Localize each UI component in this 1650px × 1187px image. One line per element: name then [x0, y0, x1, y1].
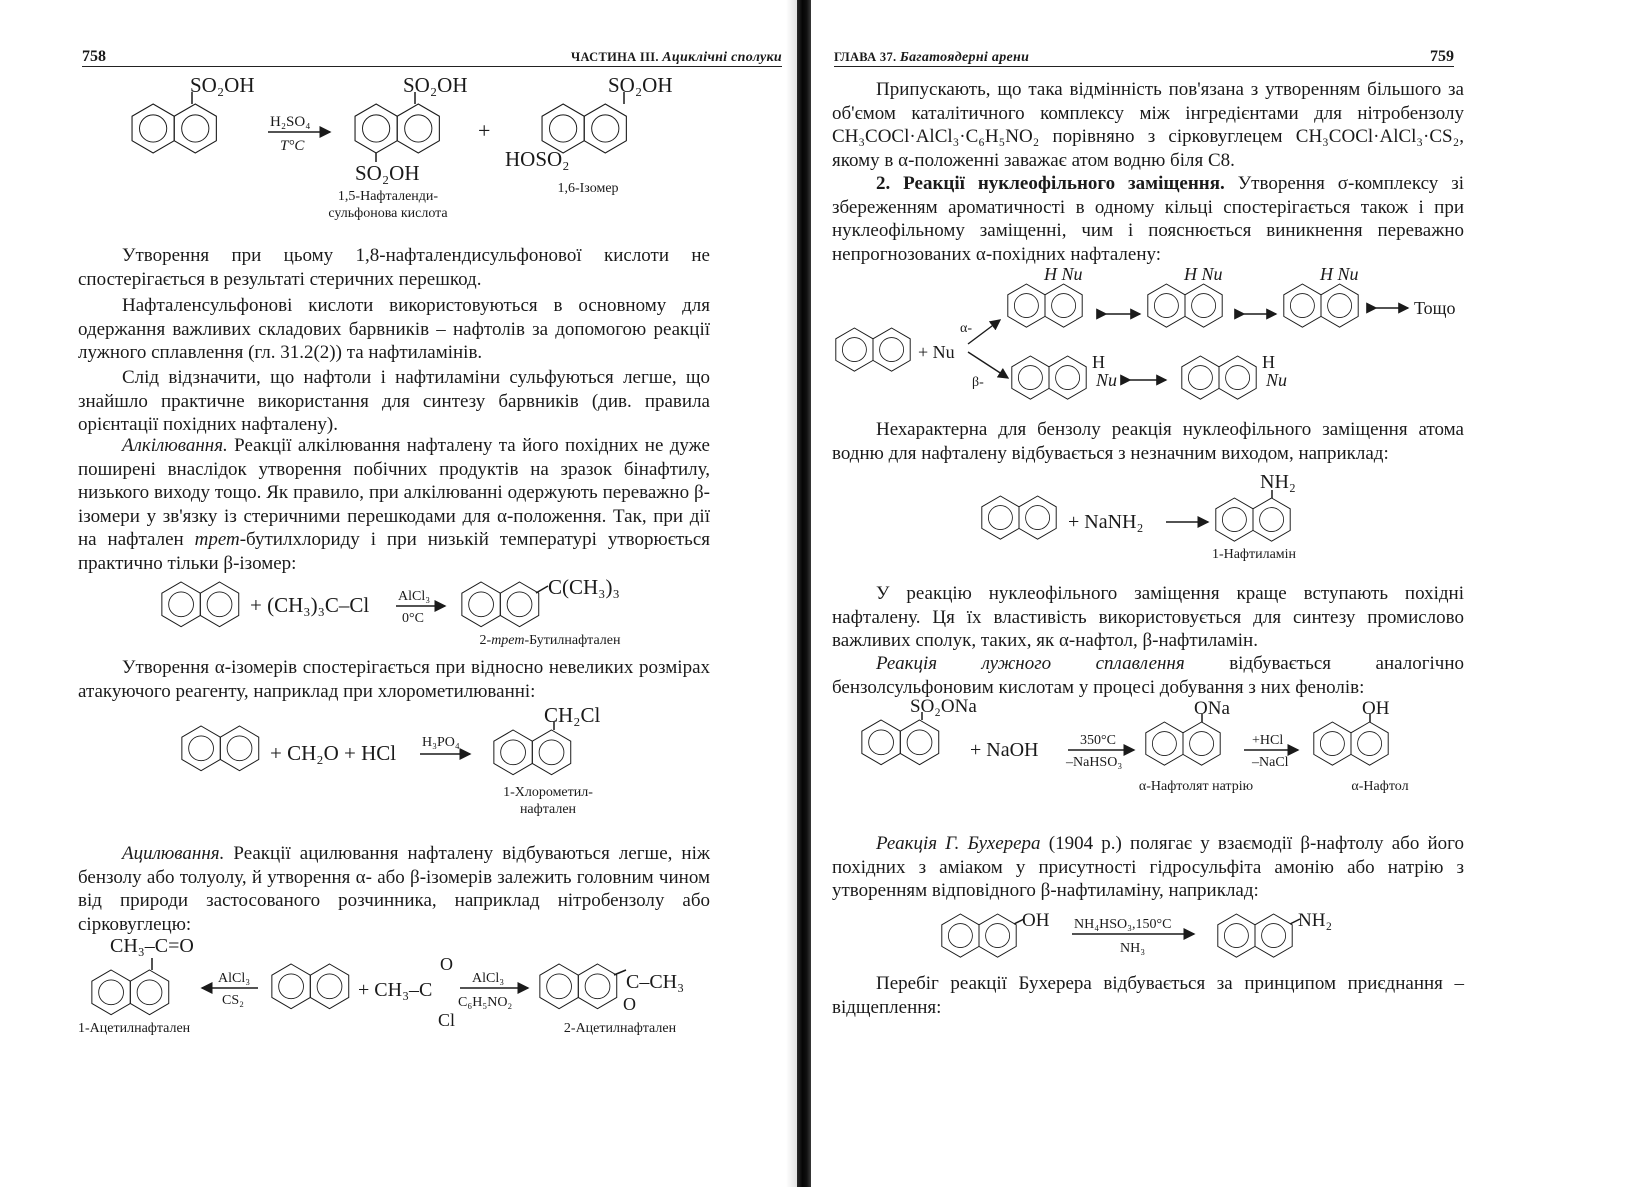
h-nu-1: H Nu: [1044, 264, 1083, 284]
plus-sign: +: [478, 118, 491, 143]
caption-1-6-isomer: 1,6-Ізомер: [557, 181, 619, 196]
h-nu-3: H Nu: [1320, 264, 1359, 284]
paragraph-alpha-isomers: Утворення α-ізомерів спостерігається при відносно невеликих розмірах атакуючого реагенту, наприклад при хлорометилюванні:: [78, 657, 710, 702]
caption-alpha-naphthol: α-Нафтол: [1351, 779, 1409, 794]
caption-2-acetylnaphthalene: 2-Ацетилнафтален: [563, 1021, 677, 1036]
nu-beta-2: Nu: [1266, 370, 1288, 390]
paragraph-alkylation: Алкілювання. Реакції алкілювання нафталену та його похідних не дуже поширені внаслідок утворення побічних продуктів на зразок бінафтилу, низького виходу тощо. Як правило, при алкілюванні одержують переважно β-ізомери у зв'язку із стеричними перешкодами для α-положення. Так, при дії на нафтален трет-бутилхлориду і при низькій температурі утворюється практично тільки β-ізомер:: [78, 435, 711, 574]
left-page: [0, 0, 805, 1187]
section-label: ЧАСТИНА ІІІ. Ациклічні сполуки: [570, 50, 782, 65]
group-nh2: NH₂: [1260, 471, 1296, 493]
h-beta-1: H: [1092, 352, 1105, 372]
paragraph-derivatives: У реакцію нуклеофільного заміщення краще вступають похідні нафталену. Ця їх властивість використовується для синтезу промислово важливих сполук, таких, як α-нафтол, β-нафтиламін.: [832, 583, 1464, 651]
paragraph-amination: Нехарактерна для бензолу реакція нуклеофільного заміщення атома водню для нафталену відбувається з незначним виходом, наприклад:: [832, 419, 1464, 464]
group-acetyl-alpha: CH₃–C=O: [110, 935, 194, 957]
catalyst-alcl3: AlCl₃: [398, 589, 431, 604]
page-number-left: 758: [82, 48, 106, 65]
paragraph-bucherer: Реакція Г. Бухерера (1904 р.) полягає у взаємодії β-нафтолу або його похідних з аміаком у присутності гідросульфіта амонію або натрію з утворенням відповідного β-нафтиламіну, наприклад:: [832, 833, 1465, 901]
group-so2oh-start: SO₂OH: [190, 73, 255, 97]
group-so2oh-1: SO₂OH: [403, 73, 468, 97]
group-oh: OH: [1362, 698, 1390, 719]
reagent-acetyl-chloride: + CH₃–C: [358, 979, 433, 1001]
group-so2oh-5: SO₂OH: [355, 161, 420, 185]
paragraph-alkali-fusion: Реакція лужного сплавлення відбувається аналогічно бензолсульфоновим кислотам у процесі добування з них фенолів:: [832, 653, 1464, 698]
paragraph-naphthols: Слід відзначити, що нафтоли і нафтиламіни сульфуються легше, що знайшло практичне використання для синтезу барвників (див. правила орієнтації похідних нафталену).: [78, 367, 710, 435]
paragraph-mechanism: Перебіг реакції Бухерера відбувається за принципом приєднання – відщеплення:: [832, 973, 1464, 1018]
condition-0c: 0°C: [402, 611, 424, 626]
group-tert-butyl: C(CH₃)₃: [548, 575, 620, 599]
catalyst-alcl3-nitrobenzene: AlCl₃: [472, 971, 505, 986]
reagent-tert-butyl-chloride: + (CH₃)₃C–Cl: [250, 593, 370, 617]
group-so2oh-1-isomer: SO₂OH: [608, 73, 673, 97]
h-nu-2: H Nu: [1184, 264, 1223, 284]
byproduct-nahso3: –NaHSO₃: [1066, 755, 1123, 770]
bucherer-scheme: [940, 906, 1380, 966]
chloromethylation-scheme: [180, 703, 640, 786]
solvent-cs2: CS₂: [222, 993, 245, 1008]
nu-beta-1: Nu: [1096, 370, 1118, 390]
caption-1-chloromethylnaphthalene: 1-Хлорометил- нафтален: [503, 785, 593, 817]
nucleophile-plus: + Nu: [918, 342, 955, 362]
amination-scheme: [980, 468, 1340, 558]
group-ona: ONa: [1194, 698, 1230, 719]
reagent-ammonia: NH₃: [1120, 941, 1146, 956]
reagent-naoh: + NaOH: [970, 739, 1039, 761]
catalyst-alcl3-cs2-top: AlCl₃: [218, 971, 251, 986]
h-beta-2: H: [1262, 352, 1275, 372]
label-etc: Тощо: [1414, 298, 1456, 318]
chapter-label: ГЛАВА 37. Багатоядерні арени: [834, 50, 1030, 65]
left-running-header: [82, 44, 782, 67]
condition-350c: 350°C: [1080, 733, 1116, 748]
reagent-h2so4: H₂SO₄: [270, 114, 311, 130]
caption-1-acetylnaphthalene: 1-Ацетилнафтален: [78, 1021, 191, 1036]
caption-1-naphthylamine: 1-Нафтиламін: [1211, 547, 1297, 562]
paragraph-catalytic-complex: Припускають, що така відмінність пов'язана з утворенням більшого за об'ємом каталітичного комплексу між інгредієнтами для нітробензолу CH₃COCl·AlCl₃·C₆H₅NO₂ порівняно з сірковуглецем CH₃COCl·AlCl₃·CS₂, якому в α-положенні заважає атом водню біля C8.: [832, 79, 1464, 171]
label-beta: β-: [972, 375, 984, 390]
sigma-complex-scheme: [830, 262, 1470, 412]
right-page: [810, 0, 1650, 1187]
caption-2-tert-butylnaphthalene: 2-трет-Бутилнафтален: [479, 633, 621, 648]
atom-o-beta: O: [623, 994, 636, 1014]
atom-cl: Cl: [438, 1010, 456, 1030]
label-alpha: α-: [960, 321, 972, 336]
caption-sodium-naphtholate: α-Нафтолят натрію: [1138, 779, 1254, 794]
paragraph-steric: Утворення при цьому 1,8-нафталендисульфонової кислоти не спостерігається в результаті стеричних перешкод.: [78, 245, 710, 290]
caption-1-5-disulfonic-acid: 1,5-Нафталенди- сульфонова кислота: [328, 189, 448, 221]
byproduct-nacl: –NaCl: [1252, 755, 1289, 770]
reagent-ch2o-hcl: + CH₂O + HCl: [270, 741, 397, 765]
group-ch2cl: CH₂Cl: [544, 703, 601, 727]
atom-o: O: [440, 954, 453, 974]
reagent-hcl: +HCl: [1252, 733, 1284, 748]
group-hoso2: HOSO₂: [505, 147, 570, 171]
page-number-right: 759: [1430, 48, 1454, 65]
right-running-header: [834, 44, 1454, 67]
solvent-nitrobenzene: C₆H₅NO₂: [458, 995, 513, 1010]
group-beta-oh: OH: [1022, 910, 1050, 931]
group-acetyl-beta: C–CH₃: [626, 971, 685, 993]
group-beta-nh2: NH₂: [1298, 910, 1333, 931]
group-so2ona: SO₂ONa: [910, 696, 977, 717]
paragraph-nucleophilic-substitution: 2. Реакції нуклеофільного заміщення. Утворення σ-комплексу зі збереженням ароматичності в одному кільці спостерігається також і при нуклеофільному заміщенні, чим і пояснюється виникнення переважно непрогнозованих α-похідних нафталену:: [832, 173, 1464, 265]
condition-temperature: T°C: [280, 138, 305, 154]
catalyst-h3po4: H₃PO₄: [422, 735, 460, 750]
reagent-ammonium-bisulfite: NH₄HSO₃,150°C: [1074, 917, 1172, 932]
paragraph-naphthalene-sulfonic-acids: Нафталенсульфонові кислоти використовуються в основному для одержання важливих складових барвників – нафтолів за допомогою реакції лужного сплавлення (гл. 31.2(2)) та нафтиламінів.: [78, 295, 710, 363]
paragraph-acylation: Ацилювання. Реакції ацилювання нафталену відбуваються легше, ніж бензолу або толуолу, й утворення α- або β-ізомерів залежить головним чином від природи застосованого розчинника, наприклад нітробензолу або сірковуглецю:: [78, 843, 710, 935]
alkali-fusion-scheme: [860, 694, 1460, 790]
reagent-sodium-amide: + NaNH₂: [1068, 511, 1144, 533]
